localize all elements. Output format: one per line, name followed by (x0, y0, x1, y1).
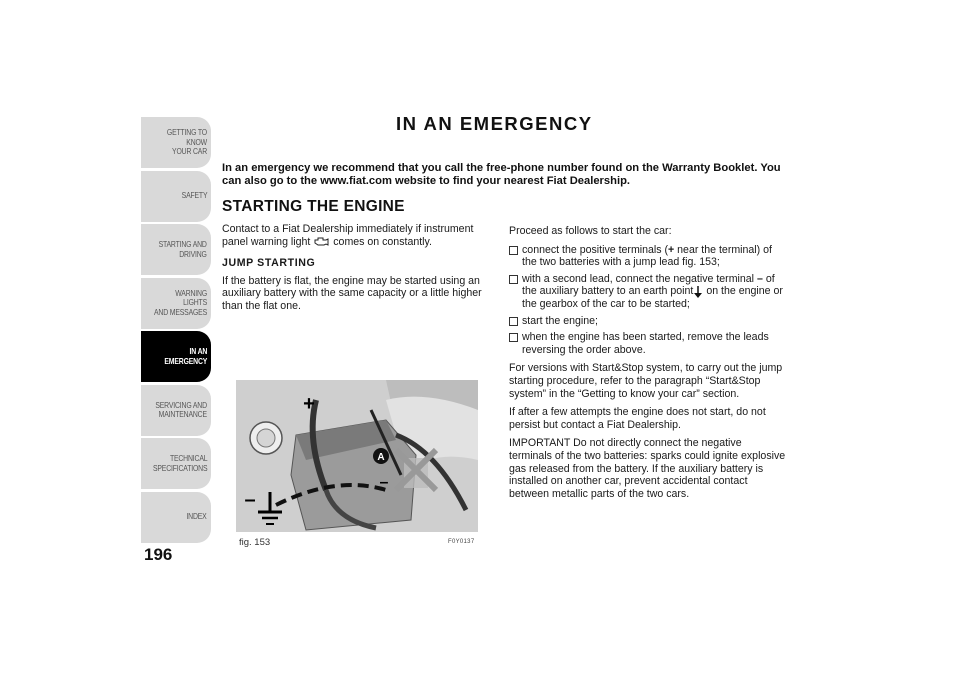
important-paragraph: IMPORTANT Do not directly connect the negative terminals of the two batteries: sparks could ignite explosive gas released from the battery. If the auxiliary battery is installed on another car, prevent accidental contact between metallic parts of the two cars. (509, 437, 786, 500)
tab-label: INDEX (186, 511, 207, 522)
subsection-title: STARTING THE ENGINE (222, 198, 405, 215)
plus-sign: + (303, 393, 315, 415)
tab-getting-to-know[interactable] (141, 117, 211, 168)
battery-figure (236, 380, 478, 532)
jump-paragraph: If the battery is flat, the engine may be started using an auxiliary battery with the same capacity or a little higher than the flat one. (222, 274, 482, 312)
tab-label: SERVICING AND MAINTENANCE (155, 399, 207, 419)
minus-sign: – (244, 489, 256, 511)
intro-text: In an emergency we recommend that you call the free-phone number found on the Warranty Booklet. You can also go to the www.fiat.com website to find your nearest Fiat Dealership. (222, 162, 781, 188)
contact-paragraph (222, 223, 492, 248)
battery-illustration (236, 380, 478, 532)
tab-in-an-emergency[interactable] (141, 331, 211, 382)
tab-index[interactable] (141, 492, 211, 543)
startstop-paragraph: For versions with Start&Stop system, to carry out the jump starting procedure, refer to the paragraph “Start&Stop system” in the “Getting to know your car” section. (509, 362, 783, 400)
chapter-tabs (141, 117, 211, 545)
tab-servicing[interactable] (141, 385, 211, 436)
contact-text: Contact to a Fiat Dealership immediately if instrument panel warning light (222, 223, 474, 248)
earth-ground-icon (693, 286, 703, 298)
engine-warning-icon (313, 236, 330, 247)
tab-label: STARTING AND DRIVING (158, 239, 207, 259)
tab-label: WARNING LIGHTS AND MESSAGES (154, 287, 207, 317)
checkbox-bullet-icon (509, 246, 518, 255)
tab-label: SAFETY (181, 190, 207, 201)
step-text: when the engine has been started, remove the leads reversing the order above. (522, 331, 769, 356)
page-number: 196 (144, 545, 173, 564)
tab-safety[interactable] (141, 171, 211, 222)
checkbox-bullet-icon (509, 317, 518, 326)
tab-technical[interactable] (141, 438, 211, 489)
list-item (509, 315, 787, 328)
minus-sign-cable: – (379, 474, 389, 491)
list-item (509, 244, 787, 269)
procedure-lead: Proceed as follows to start the car: (509, 225, 672, 237)
tab-warning-lights[interactable] (141, 278, 211, 329)
tab-label: IN AN EMERGENCY (164, 346, 207, 366)
left-column (222, 223, 492, 322)
figure-code: F0Y0137 (448, 539, 475, 545)
checkbox-bullet-icon (509, 333, 518, 342)
jump-starting-heading: JUMP STARTING (222, 257, 316, 270)
tab-label: GETTING TO KNOW YOUR CAR (166, 127, 207, 157)
callout-a: A (377, 452, 385, 463)
figure-caption: fig. 153 (239, 537, 271, 548)
section-title: IN AN EMERGENCY (396, 113, 593, 134)
step-text: start the engine; (522, 314, 598, 327)
list-item (509, 273, 787, 311)
step-text: connect the positive terminals (+ near the terminal) of the two batteries with a jump lead fig. 153; (522, 243, 772, 269)
step-text: with a second lead, connect the negative terminal – of the auxiliary battery to an earth point on the engine or the gearbox of the car to be started; (522, 272, 783, 310)
tab-label: TECHNICAL SPECIFICATIONS (152, 453, 207, 473)
attempts-paragraph: If after a few attempts the engine does not start, do not persist but contact a Fiat Dealership. (509, 406, 766, 431)
checkbox-bullet-icon (509, 275, 518, 284)
list-item (509, 331, 787, 356)
contact-text-end: comes on constantly. (333, 235, 432, 248)
tab-starting-driving[interactable] (141, 224, 211, 275)
right-column (509, 225, 787, 506)
